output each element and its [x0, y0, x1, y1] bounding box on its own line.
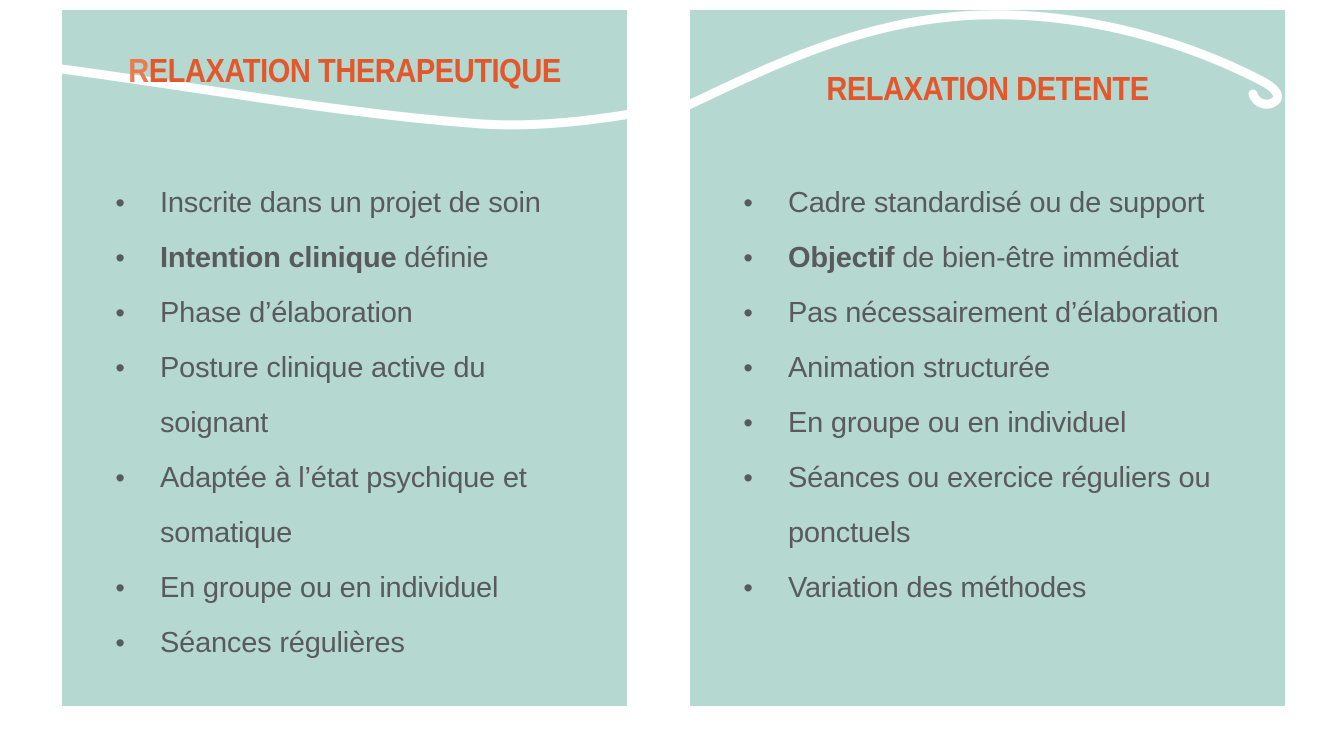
list-item-text: Variation des méthodes [788, 572, 1087, 604]
bullet-list [62, 176, 627, 671]
list-item [690, 176, 1285, 231]
list-item-text: En groupe ou en individuel [788, 407, 1127, 439]
list-item [62, 451, 627, 561]
bullet-icon: • [743, 408, 753, 438]
list-item-text: Pas nécessairement d’élaboration [788, 297, 1219, 329]
bullet-icon: • [743, 188, 753, 218]
list-item-text: Posture clinique active du soignant [160, 352, 486, 439]
list-item [690, 396, 1285, 451]
bullet-icon: • [743, 298, 753, 328]
list-item [690, 286, 1285, 341]
list-item [62, 231, 627, 286]
list-item-text: Objectif de bien-être immédiat [788, 242, 1179, 274]
bullet-icon: • [115, 298, 125, 328]
panel-relaxation-detente [690, 10, 1285, 706]
list-item [690, 231, 1285, 286]
list-item [690, 451, 1285, 561]
list-item-text: Phase d’élaboration [160, 297, 413, 329]
panel-title [726, 70, 1250, 108]
list-item [690, 341, 1285, 396]
bullet-icon: • [115, 188, 125, 218]
list-item [62, 341, 627, 451]
panel-title [96, 52, 593, 90]
panel-title-text: ELAXATION THERAPEUTIQUE [148, 52, 561, 89]
bullet-list [690, 176, 1285, 616]
list-item-text: Intention clinique définie [160, 242, 489, 274]
list-item-text: En groupe ou en individuel [160, 572, 499, 604]
list-item [62, 616, 627, 671]
list-item [62, 286, 627, 341]
bullet-icon: • [115, 353, 125, 383]
bullet-icon: • [115, 573, 125, 603]
bullet-icon: • [115, 628, 125, 658]
list-item-text: Inscrite dans un projet de soin [160, 187, 541, 219]
bullet-icon: • [115, 243, 125, 273]
list-item-text: Animation structurée [788, 352, 1050, 384]
list-item-text: Séances ou exercice réguliers ou ponctuels [788, 462, 1211, 549]
list-item-text: Séances régulières [160, 627, 405, 659]
bullet-icon: • [743, 243, 753, 273]
list-item-text: Cadre standardisé ou de support [788, 187, 1205, 219]
bullet-icon: • [743, 353, 753, 383]
bullet-icon: • [743, 573, 753, 603]
list-item-text: Adaptée à l’état psychique et somatique [160, 462, 527, 549]
list-item [62, 176, 627, 231]
list-item [690, 561, 1285, 616]
bullet-icon: • [115, 463, 125, 493]
list-item [62, 561, 627, 616]
panel-title-lead: R [128, 52, 149, 89]
panel-title-text: RELAXATION DETENTE [826, 70, 1149, 107]
bullet-icon: • [743, 463, 753, 493]
panel-relaxation-therapeutique [62, 10, 627, 706]
